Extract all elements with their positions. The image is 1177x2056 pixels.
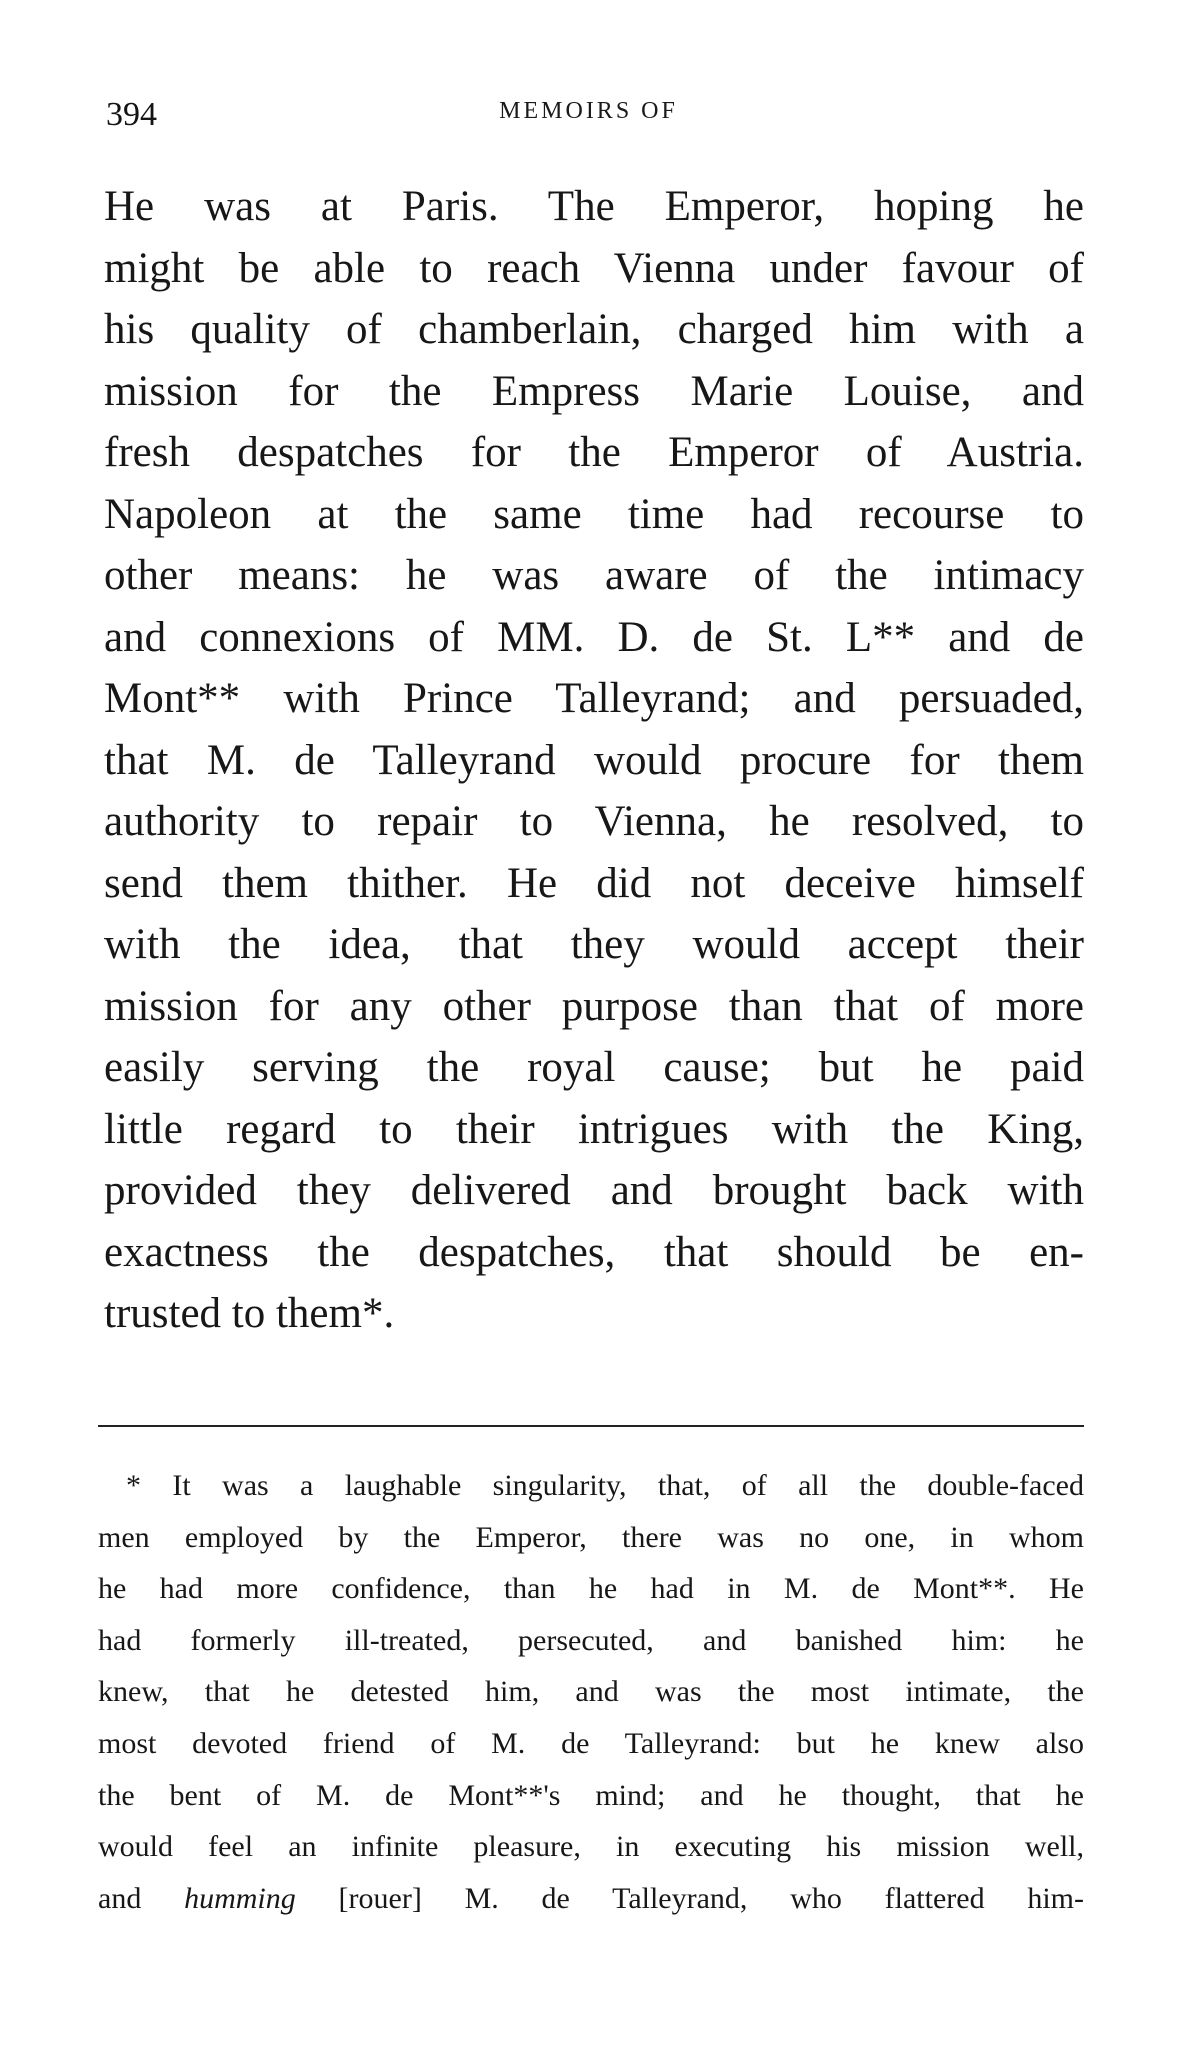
main-line: fresh despatches for the Emperor of Austria. (104, 429, 1084, 476)
main-line: and connexions of MM. D. de St. L** and de (104, 613, 1084, 661)
footnote (98, 1460, 1084, 1924)
main-line: that M. de Talleyrand would procure for them (104, 736, 1084, 784)
main-line: easily serving the royal cause; but he paid (104, 1044, 1084, 1091)
footnote-line: had formerly ill-treated, persecuted, and banished him: he (98, 1623, 1084, 1657)
main-line: might be able to reach Vienna under favour of (104, 244, 1084, 292)
bracketed-term: [rouer] (338, 1881, 422, 1915)
italic-term: humming (184, 1881, 296, 1915)
main-line: Napoleon at the same time had recourse to (104, 490, 1084, 538)
footnote-line: he had more confidence, than he had in M. de Mont**. He (98, 1572, 1084, 1606)
main-line: provided they delivered and brought back with (104, 1167, 1084, 1214)
main-line: authority to repair to Vienna, he resolved, to (104, 798, 1084, 845)
footnote-line: most devoted friend of M. de Talleyrand: but he knew also (98, 1726, 1084, 1760)
main-line: with the idea, that they would accept their (104, 921, 1084, 968)
footnote-line: the bent of M. de Mont**'s mind; and he thought, that he (98, 1778, 1084, 1812)
footnote-text-fragment: and (98, 1881, 185, 1915)
main-line: little regard to their intrigues with the King, (104, 1105, 1084, 1153)
footnote-line: * It was a laughable singularity, that, of all the double-faced (126, 1469, 1084, 1502)
main-line: his quality of chamberlain, charged him with a (104, 306, 1084, 353)
main-line: mission for the Empress Marie Louise, and (104, 367, 1084, 415)
footnote-divider (98, 1425, 1084, 1427)
main-line: exactness the despatches, that should be en- (104, 1228, 1084, 1276)
footnote-line: would feel an infinite pleasure, in executing his mission well, (98, 1830, 1084, 1864)
main-line: send them thither. He did not deceive himself (104, 859, 1084, 907)
main-body-text (104, 176, 1084, 1345)
page-number: 394 (106, 96, 157, 133)
main-line: He was at Paris. The Emperor, hoping he (104, 183, 1084, 230)
main-line: Mont** with Prince Talleyrand; and persuaded, (104, 675, 1084, 722)
main-line: trusted to them*. (104, 1290, 395, 1337)
main-line: mission for any other purpose than that of more (104, 982, 1084, 1030)
footnote-line: knew, that he detested him, and was the most intimate, the (98, 1675, 1084, 1709)
footnote-line: men employed by the Emperor, there was no one, in whom (98, 1520, 1084, 1554)
footnote-text-fragment: M. de Talleyrand, who flattered him- (421, 1881, 1084, 1915)
footnote-last-line (98, 1873, 1084, 1925)
main-line: other means: he was aware of the intimacy (104, 552, 1084, 599)
running-head: MEMOIRS OF (499, 98, 678, 124)
